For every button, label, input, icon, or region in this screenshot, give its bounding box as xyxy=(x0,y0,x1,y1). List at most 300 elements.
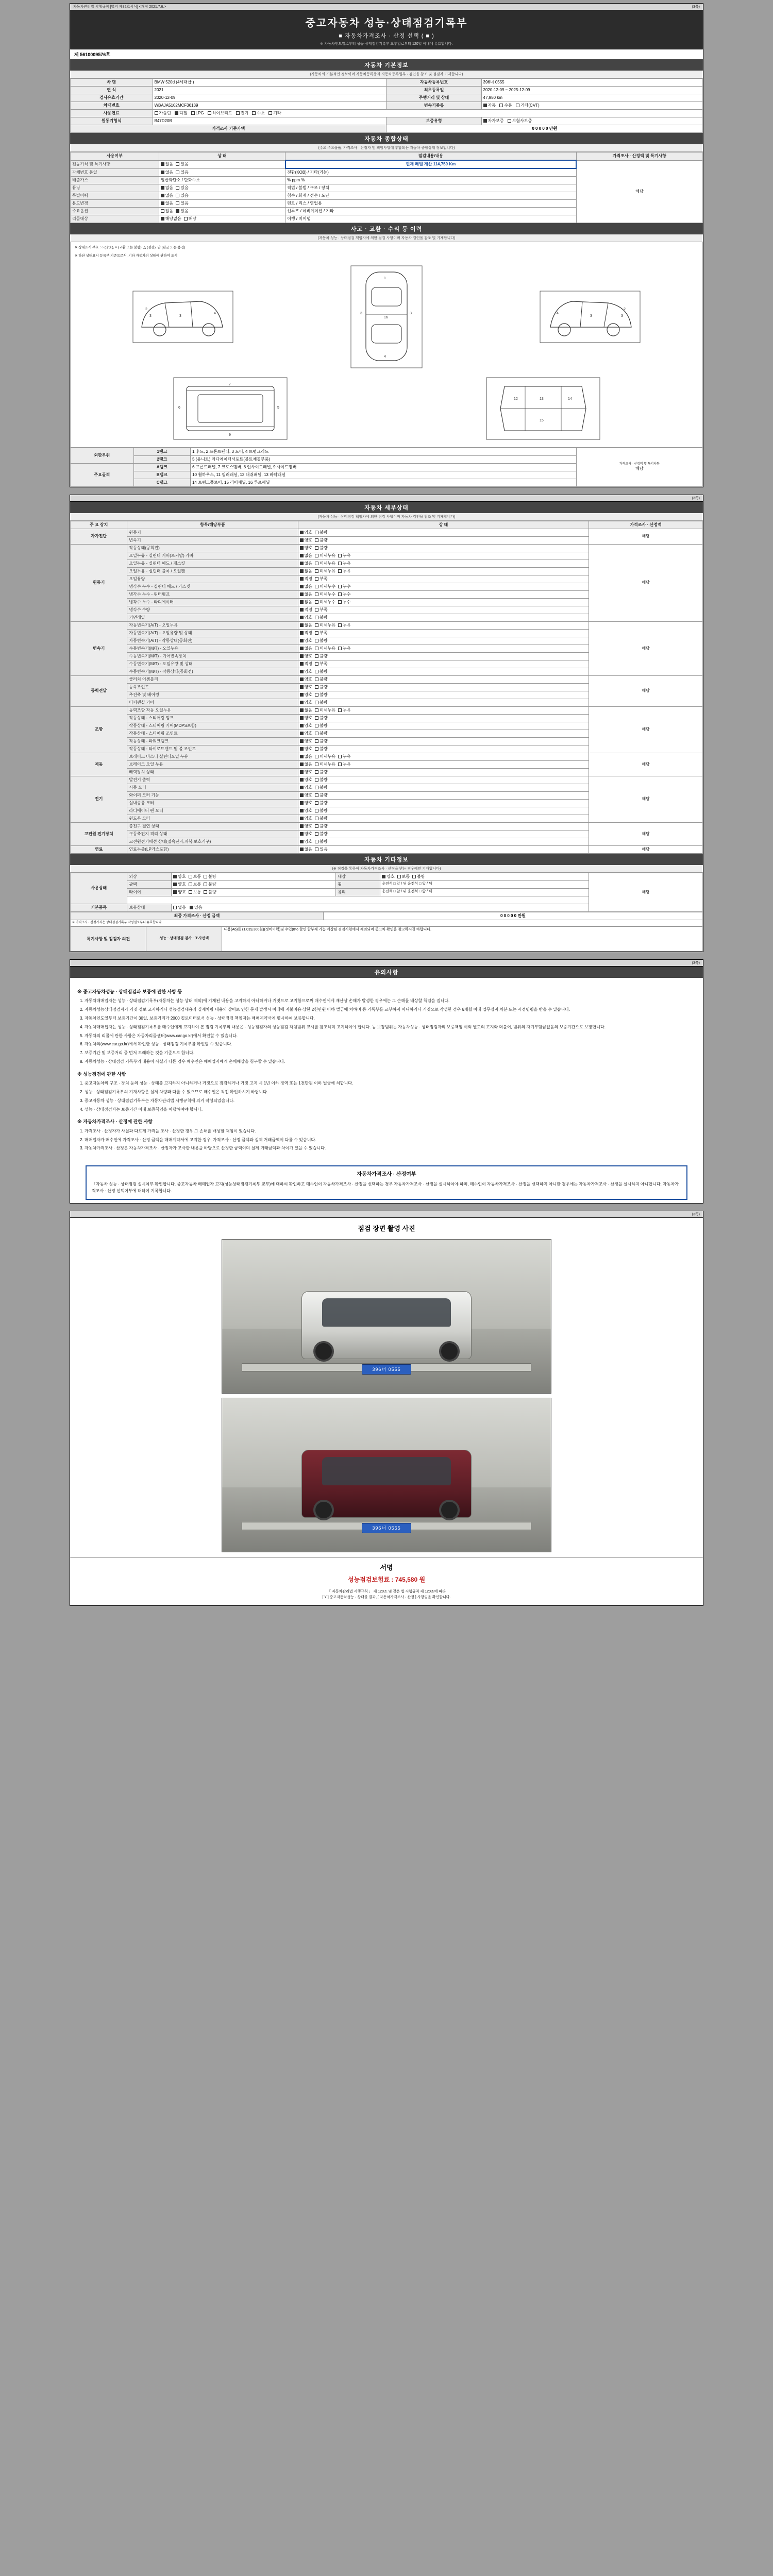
checkbox-option[interactable]: 없음 xyxy=(300,708,312,713)
checkbox-option[interactable]: 미세누수 xyxy=(315,592,335,597)
checkbox-icon[interactable] xyxy=(315,546,318,550)
checkbox-option[interactable]: 없음 xyxy=(300,569,312,574)
checkbox-icon[interactable] xyxy=(300,701,304,704)
checkbox-icon[interactable] xyxy=(315,647,318,650)
checkbox-option[interactable]: 양호 xyxy=(300,816,312,821)
inspection-insurance-fee xyxy=(70,1574,703,1588)
label-warranty: 보증유형 xyxy=(386,117,481,125)
special-remarks-table xyxy=(70,926,703,952)
checkbox-icon[interactable] xyxy=(300,685,304,689)
checkbox-icon[interactable] xyxy=(300,631,304,635)
detail-state-0-0[interactable] xyxy=(298,529,589,536)
detail-state-1-7[interactable] xyxy=(298,598,589,606)
checkbox-icon[interactable] xyxy=(300,654,304,658)
checkbox-option[interactable]: 불량 xyxy=(315,723,327,728)
other-state-glass[interactable]: 운전석 □ 앞 / 뒤 운전석 □ 앞 / 뒤 xyxy=(380,888,589,896)
detail-state-2-4[interactable] xyxy=(298,652,589,660)
overall-row-detail-7: 이행 / 미이행 xyxy=(285,215,576,223)
checkbox-icon[interactable] xyxy=(338,708,342,712)
checkbox-icon[interactable] xyxy=(300,677,304,681)
checkbox-icon[interactable] xyxy=(315,755,318,758)
checkbox-icon[interactable] xyxy=(300,724,304,727)
section-detail-header: 자동차 세부상태 xyxy=(70,502,703,513)
checkbox-icon[interactable] xyxy=(300,531,304,534)
checkbox-option[interactable]: 불량 xyxy=(315,747,327,752)
checkbox-icon[interactable] xyxy=(338,554,342,557)
checkbox-option[interactable]: 양호 xyxy=(300,731,312,736)
checkbox-option[interactable]: 미세누유 xyxy=(315,708,335,713)
checkbox-option[interactable]: 불량 xyxy=(315,739,327,744)
detail-state-1-9[interactable] xyxy=(298,614,589,621)
diagram-note-1: ※ 상태표시 부호 : ○ (양호), × (교환 또는 불량), △ (점검), 단 (판금 또는 용접) xyxy=(75,246,186,249)
detail-state-4-4[interactable] xyxy=(298,737,589,745)
other-assess-cell: 해당 xyxy=(589,873,703,911)
checkbox-option[interactable]: 부족 xyxy=(315,577,327,582)
checkbox-icon[interactable] xyxy=(315,562,318,565)
col-part: 주 요 장치 xyxy=(71,521,127,529)
checkbox-option[interactable]: 미세누유 xyxy=(315,553,335,558)
checkbox-option[interactable]: 없음 xyxy=(300,561,312,566)
checkbox-option[interactable]: 양호 xyxy=(300,677,312,682)
checkbox-icon[interactable] xyxy=(315,708,318,712)
detail-state-5-0[interactable] xyxy=(298,753,589,760)
checkbox-icon[interactable] xyxy=(338,562,342,565)
checkbox-icon[interactable] xyxy=(315,817,318,820)
checkbox-option[interactable]: 부족 xyxy=(315,631,327,636)
accident-diagram-area xyxy=(70,242,703,448)
checkbox-option[interactable]: 누유 xyxy=(338,623,350,628)
detail-state-1-1[interactable] xyxy=(298,552,589,560)
checkbox-icon[interactable] xyxy=(300,592,304,596)
detail-state-1-4[interactable] xyxy=(298,575,589,583)
checkbox-option[interactable]: 불량 xyxy=(315,677,327,682)
checkbox-option[interactable]: 양호 xyxy=(300,839,312,844)
checkbox-option[interactable]: 미세누수 xyxy=(315,584,335,589)
checkbox-icon[interactable] xyxy=(338,755,342,758)
checkbox-option[interactable]: 없음 xyxy=(300,762,312,767)
checkbox-option[interactable]: 적정 xyxy=(300,577,312,582)
detail-item-1-4: 오일유량 xyxy=(127,575,298,583)
checkbox-option[interactable]: 양호 xyxy=(300,770,312,775)
checkbox-option[interactable]: 양호 xyxy=(300,824,312,829)
detail-item-4-5: 작동상태 - 타이로드엔드 및 볼 조인트 xyxy=(127,745,298,753)
checkbox-option[interactable]: 적정 xyxy=(300,631,312,636)
warranty-option-self[interactable]: 자가보증 xyxy=(483,118,504,124)
checkbox-option[interactable]: 양호 xyxy=(300,692,312,698)
checkbox-icon[interactable] xyxy=(315,592,318,596)
checkbox-icon[interactable] xyxy=(300,801,304,805)
detail-state-4-1[interactable] xyxy=(298,714,589,722)
checkbox-icon[interactable] xyxy=(300,562,304,565)
checkbox-icon[interactable] xyxy=(300,708,304,712)
checkbox-option[interactable]: 있음 xyxy=(315,847,327,852)
checkbox-option[interactable]: 없음 xyxy=(300,592,312,597)
checkbox-option[interactable]: 양호 xyxy=(300,808,312,814)
trans-option-manual[interactable]: 수동 xyxy=(499,103,512,108)
overall-row-state-5[interactable]: 없음 있음 xyxy=(159,200,285,208)
detail-state-8-0[interactable] xyxy=(298,845,589,853)
checkbox-option[interactable]: 불량 xyxy=(315,731,327,736)
sheet-page-2 xyxy=(70,495,703,953)
overall-row-state-2[interactable]: 일산화탄소 / 탄화수소 xyxy=(159,177,285,184)
checkbox-icon[interactable] xyxy=(338,592,342,596)
trans-option-auto[interactable]: 자동 xyxy=(483,103,496,108)
checkbox-icon[interactable] xyxy=(315,677,318,681)
checkbox-option[interactable]: 미세누수 xyxy=(315,600,335,605)
detail-state-6-4[interactable] xyxy=(298,807,589,815)
checkbox-option[interactable]: 없음 xyxy=(300,600,312,605)
svg-text:4: 4 xyxy=(214,311,216,315)
list-item: 8. 자동차성능 · 상태점검 기록부의 내용이 사실과 다른 경우 매수인은 매매업자에게 손해배상을 청구할 수 있습니다. xyxy=(85,1059,696,1065)
checkbox-icon[interactable] xyxy=(300,786,304,789)
other-state-base[interactable]: 없음 있음 xyxy=(172,904,589,911)
detail-state-3-3[interactable] xyxy=(298,699,589,706)
checkbox-icon[interactable] xyxy=(338,647,342,650)
detail-state-6-0[interactable] xyxy=(298,776,589,784)
detail-state-2-5[interactable] xyxy=(298,660,589,668)
other-state-wheel[interactable]: 운전석 □ 앞 / 뒤 운전석 □ 앞 / 뒤 xyxy=(380,880,589,888)
checkbox-icon[interactable] xyxy=(300,747,304,751)
detail-state-3-2[interactable] xyxy=(298,691,589,699)
detail-state-1-0[interactable] xyxy=(298,544,589,552)
checkbox-icon[interactable] xyxy=(315,724,318,727)
checkbox-option[interactable]: 불량 xyxy=(315,801,327,806)
mileage-unit: km xyxy=(497,95,502,100)
checkbox-icon[interactable] xyxy=(315,608,318,612)
checkbox-icon[interactable] xyxy=(300,616,304,619)
checkbox-option[interactable]: 없음 xyxy=(300,847,312,852)
checkbox-icon[interactable] xyxy=(300,585,304,588)
checkbox-icon[interactable] xyxy=(315,577,318,581)
overall-row-state-4[interactable]: 없음 있음 xyxy=(159,192,285,200)
checkbox-icon[interactable] xyxy=(300,778,304,782)
checkbox-icon[interactable] xyxy=(300,693,304,697)
checkbox-icon[interactable] xyxy=(300,840,304,843)
detail-item-7-2: 고전원전기배선 상태(접속단자,피복,보호기구) xyxy=(127,838,298,845)
detail-state-4-3[interactable] xyxy=(298,730,589,737)
checkbox-icon[interactable] xyxy=(300,716,304,720)
checkbox-icon[interactable] xyxy=(300,848,304,851)
checkbox-option[interactable]: 누수 xyxy=(338,592,350,597)
fuel-option-electric[interactable]: 전기 xyxy=(236,111,248,116)
checkbox-option[interactable]: 불량 xyxy=(315,824,327,829)
checkbox-icon[interactable] xyxy=(315,639,318,642)
checkbox-icon[interactable] xyxy=(315,832,318,836)
checkbox-icon[interactable] xyxy=(315,693,318,697)
checkbox-option[interactable]: 부족 xyxy=(315,662,327,667)
checkbox-option[interactable]: 불량 xyxy=(315,685,327,690)
detail-state-2-1[interactable] xyxy=(298,629,589,637)
checkbox-option[interactable]: 불량 xyxy=(315,615,327,620)
checkbox-icon[interactable] xyxy=(315,840,318,843)
license-plate-2: 396너 0555 xyxy=(362,1523,411,1533)
detail-state-1-3[interactable] xyxy=(298,567,589,575)
checkbox-option[interactable]: 양호 xyxy=(300,777,312,783)
checkbox-icon[interactable] xyxy=(338,600,342,604)
checkbox-icon[interactable] xyxy=(300,824,304,828)
checkbox-option[interactable]: 불량 xyxy=(315,716,327,721)
checkbox-option[interactable]: 없음 xyxy=(300,553,312,558)
checkbox-option[interactable]: 적정 xyxy=(300,662,312,667)
checkbox-icon[interactable] xyxy=(338,569,342,573)
checkbox-option[interactable]: 불량 xyxy=(315,700,327,705)
checkbox-icon[interactable] xyxy=(315,770,318,774)
checkbox-option[interactable]: 불량 xyxy=(315,638,327,643)
checkbox-icon[interactable] xyxy=(300,732,304,735)
overall-row-state-6[interactable]: 없음 있음 xyxy=(159,208,285,215)
checkbox-option[interactable]: 불량 xyxy=(315,530,327,535)
detail-state-2-6[interactable] xyxy=(298,668,589,675)
other-state-polish[interactable]: 양호 보통 불량 xyxy=(172,880,336,888)
checkbox-option[interactable]: 불량 xyxy=(315,654,327,659)
rank-items-3: 10 휠하우스, 11 필러패널, 12 대쉬패널, 13 바닥패널 xyxy=(191,471,576,479)
checkbox-icon[interactable] xyxy=(315,747,318,751)
overall-row-state-0[interactable]: 없음 있음 xyxy=(159,160,285,168)
checkbox-icon[interactable] xyxy=(315,538,318,542)
checkbox-icon[interactable] xyxy=(338,623,342,627)
checkbox-icon[interactable] xyxy=(300,817,304,820)
checkbox-option[interactable]: 적정 xyxy=(300,607,312,613)
checkbox-option[interactable]: 불량 xyxy=(315,777,327,783)
checkbox-option[interactable]: 누유 xyxy=(338,561,350,566)
checkbox-icon[interactable] xyxy=(300,647,304,650)
fuel-option-lpg[interactable]: LPG xyxy=(191,111,204,116)
checkbox-icon[interactable] xyxy=(315,786,318,789)
checkbox-icon[interactable] xyxy=(315,824,318,828)
checkbox-icon[interactable] xyxy=(315,585,318,588)
checkbox-option[interactable]: 부족 xyxy=(315,607,327,613)
checkbox-option[interactable]: 양호 xyxy=(300,747,312,752)
checkbox-option[interactable]: 누유 xyxy=(338,569,350,574)
checkbox-icon[interactable] xyxy=(300,600,304,604)
checkbox-option[interactable]: 불량 xyxy=(315,832,327,837)
checkbox-option[interactable]: 누유 xyxy=(338,708,350,713)
checkbox-option[interactable]: 양호 xyxy=(300,546,312,551)
detail-assess-1: 해당 xyxy=(589,544,703,621)
checkbox-icon[interactable] xyxy=(315,554,318,557)
overall-row-state-1[interactable]: 없음 있음 xyxy=(159,168,285,177)
checkbox-option[interactable]: 양호 xyxy=(300,723,312,728)
checkbox-option[interactable]: 누유 xyxy=(338,646,350,651)
detail-state-6-2[interactable] xyxy=(298,791,589,799)
checkbox-icon[interactable] xyxy=(300,554,304,557)
checkbox-option[interactable]: 양호 xyxy=(300,615,312,620)
other-item-base: 보유상태 xyxy=(127,904,172,911)
checkbox-option[interactable]: 불량 xyxy=(315,839,327,844)
detail-item-6-2: 와이퍼 모터 기능 xyxy=(127,791,298,799)
checkbox-icon[interactable] xyxy=(315,801,318,805)
detail-state-5-1[interactable] xyxy=(298,760,589,768)
table-row xyxy=(71,544,703,552)
fuel-option-gasoline[interactable]: 가솔린 xyxy=(155,111,171,116)
checkbox-option[interactable]: 양호 xyxy=(300,638,312,643)
detail-item-3-2: 추진축 및 베어링 xyxy=(127,691,298,699)
checkbox-icon[interactable] xyxy=(315,778,318,782)
detail-assess-4: 해당 xyxy=(589,706,703,753)
sheet-page-4 xyxy=(70,1211,703,1606)
checkbox-icon[interactable] xyxy=(315,600,318,604)
warranty-option-insurer[interactable]: 보험사보증 xyxy=(508,118,532,124)
detail-state-4-2[interactable] xyxy=(298,722,589,730)
detail-state-2-0[interactable] xyxy=(298,621,589,629)
other-state-interior[interactable]: 양호 보통 불량 xyxy=(380,873,589,880)
detail-state-4-5[interactable] xyxy=(298,745,589,753)
checkbox-option[interactable]: 양호 xyxy=(300,832,312,837)
checkbox-icon[interactable] xyxy=(300,623,304,627)
checkbox-option[interactable]: 불량 xyxy=(315,793,327,798)
checkbox-icon[interactable] xyxy=(300,662,304,666)
checkbox-option[interactable]: 누수 xyxy=(338,600,350,605)
checkbox-icon[interactable] xyxy=(315,732,318,735)
detail-state-7-0[interactable] xyxy=(298,822,589,830)
checkbox-option[interactable]: 불량 xyxy=(315,770,327,775)
checkbox-icon[interactable] xyxy=(300,546,304,550)
checkbox-option[interactable]: 미세누유 xyxy=(315,561,335,566)
checkbox-icon[interactable] xyxy=(300,793,304,797)
checkbox-icon[interactable] xyxy=(300,739,304,743)
checkbox-option[interactable]: 양호 xyxy=(300,669,312,674)
svg-text:1: 1 xyxy=(383,276,386,280)
trans-option-other[interactable]: 기타(CVT) xyxy=(516,103,540,108)
fuel-option-diesel[interactable]: 디젤 xyxy=(175,111,187,116)
detail-state-6-1[interactable] xyxy=(298,784,589,791)
overall-row-state-7[interactable]: 해당없음 해당 xyxy=(159,215,285,223)
document-title-block xyxy=(70,10,703,49)
checkbox-option[interactable]: 양호 xyxy=(300,685,312,690)
checkbox-icon[interactable] xyxy=(338,762,342,766)
checkbox-option[interactable]: 양호 xyxy=(300,739,312,744)
checkbox-option[interactable]: 양호 xyxy=(300,654,312,659)
checkbox-icon[interactable] xyxy=(338,585,342,588)
checkbox-option[interactable]: 불량 xyxy=(315,692,327,698)
other-state-exterior[interactable]: 양호 보통 불량 xyxy=(172,873,336,880)
checkbox-icon[interactable] xyxy=(300,832,304,836)
detail-item-2-4: 수동변속기(M/T) - 기어변속장치 xyxy=(127,652,298,660)
sheet-header-bar-2 xyxy=(70,495,703,502)
checkbox-option[interactable]: 양호 xyxy=(300,538,312,543)
checkbox-icon[interactable] xyxy=(315,631,318,635)
checkbox-icon[interactable] xyxy=(300,639,304,642)
checkbox-option[interactable]: 양호 xyxy=(300,700,312,705)
other-state-tire[interactable]: 양호 보통 불량 xyxy=(172,888,336,896)
checkbox-option[interactable]: 양호 xyxy=(300,793,312,798)
detail-item-7-0: 충전구 절연 상태 xyxy=(127,822,298,830)
detail-state-7-2[interactable] xyxy=(298,838,589,845)
checkbox-icon[interactable] xyxy=(315,569,318,573)
fuel-option-hydrogen[interactable]: 수소 xyxy=(252,111,264,116)
detail-state-0-1[interactable] xyxy=(298,536,589,544)
page-number-2: (3쪽) xyxy=(692,496,700,500)
detail-state-2-3[interactable] xyxy=(298,645,589,652)
detail-state-7-1[interactable] xyxy=(298,830,589,838)
value-fuel xyxy=(153,110,703,117)
mileage-number: 47,950 xyxy=(483,95,496,100)
checkbox-icon[interactable] xyxy=(315,793,318,797)
detail-item-2-2: 자동변속기(A/T) - 작동상태(공회전) xyxy=(127,637,298,645)
checkbox-icon[interactable] xyxy=(300,569,304,573)
checkbox-option[interactable]: 불량 xyxy=(315,808,327,814)
checkbox-option[interactable]: 없음 xyxy=(300,754,312,759)
checkbox-icon[interactable] xyxy=(315,739,318,743)
checkbox-option[interactable]: 미세누유 xyxy=(315,623,335,628)
fuel-option-hybrid[interactable]: 하이브리드 xyxy=(208,111,232,116)
checkbox-icon[interactable] xyxy=(315,623,318,627)
checkbox-option[interactable]: 미세누유 xyxy=(315,646,335,651)
checkbox-icon[interactable] xyxy=(300,809,304,812)
checkbox-icon[interactable] xyxy=(315,701,318,704)
checkbox-option[interactable]: 미세누유 xyxy=(315,762,335,767)
checkbox-icon[interactable] xyxy=(300,770,304,774)
checkbox-icon[interactable] xyxy=(300,755,304,758)
detail-state-1-5[interactable] xyxy=(298,583,589,590)
detail-state-4-0[interactable] xyxy=(298,706,589,714)
checkbox-icon[interactable] xyxy=(315,716,318,720)
checkbox-option[interactable]: 불량 xyxy=(315,816,327,821)
checkbox-option[interactable]: 불량 xyxy=(315,669,327,674)
checkbox-option[interactable]: 양호 xyxy=(300,530,312,535)
detail-state-1-6[interactable] xyxy=(298,590,589,598)
checkbox-icon[interactable] xyxy=(315,654,318,658)
checkbox-option[interactable]: 불량 xyxy=(315,538,327,543)
checkbox-option[interactable]: 미세누유 xyxy=(315,754,335,759)
detail-state-3-0[interactable] xyxy=(298,675,589,683)
detail-status-table xyxy=(70,521,703,854)
checkbox-icon[interactable] xyxy=(315,809,318,812)
overall-row-state-3[interactable]: 없음 있음 xyxy=(159,184,285,192)
detail-state-1-2[interactable] xyxy=(298,560,589,567)
checkbox-icon[interactable] xyxy=(315,848,318,851)
checkbox-icon[interactable] xyxy=(315,531,318,534)
table-row xyxy=(71,529,703,536)
checkbox-option[interactable]: 누수 xyxy=(338,584,350,589)
fee-label: 성능점검보험료 : xyxy=(347,1575,395,1583)
checkbox-option[interactable]: 없음 xyxy=(300,584,312,589)
list-item: 3. 자동차인도일부터 보증기간이 30일, 보증거리가 2000 킬로미터로서 성능 · 상태점검 책임자는 매매계약서에 명시하여 보증합니다. xyxy=(85,1015,696,1022)
checkbox-icon[interactable] xyxy=(300,538,304,542)
checkbox-icon[interactable] xyxy=(315,616,318,619)
checkbox-option[interactable]: 누유 xyxy=(338,553,350,558)
detail-state-6-5[interactable] xyxy=(298,815,589,822)
checkbox-option[interactable]: 양호 xyxy=(300,716,312,721)
checkbox-option[interactable]: 불량 xyxy=(315,546,327,551)
table-row xyxy=(71,675,703,683)
fuel-option-other[interactable]: 기타 xyxy=(268,111,281,116)
detail-state-1-8[interactable] xyxy=(298,606,589,614)
checkbox-icon[interactable] xyxy=(315,670,318,673)
detail-state-2-2[interactable] xyxy=(298,637,589,645)
checkbox-option[interactable]: 양호 xyxy=(300,801,312,806)
checkbox-option[interactable]: 미세누유 xyxy=(315,569,335,574)
checkbox-icon[interactable] xyxy=(300,762,304,766)
checkbox-option[interactable]: 누유 xyxy=(338,754,350,759)
checkbox-icon[interactable] xyxy=(300,670,304,673)
checkbox-icon[interactable] xyxy=(315,662,318,666)
checkbox-icon[interactable] xyxy=(300,608,304,612)
checkbox-option[interactable]: 없음 xyxy=(300,646,312,651)
detail-state-3-1[interactable] xyxy=(298,683,589,691)
checkbox-icon[interactable] xyxy=(300,577,304,581)
detail-state-5-2[interactable] xyxy=(298,768,589,776)
checkbox-option[interactable]: 불량 xyxy=(315,785,327,790)
checkbox-option[interactable]: 양호 xyxy=(300,785,312,790)
value-mileage xyxy=(481,94,702,102)
checkbox-option[interactable]: 없음 xyxy=(300,623,312,628)
checkbox-option[interactable]: 누유 xyxy=(338,762,350,767)
label-special-remarks: 특기사항 및 점검자 의견 xyxy=(71,927,146,952)
detail-state-6-3[interactable] xyxy=(298,799,589,807)
checkbox-icon[interactable] xyxy=(315,685,318,689)
checkbox-icon[interactable] xyxy=(315,762,318,766)
